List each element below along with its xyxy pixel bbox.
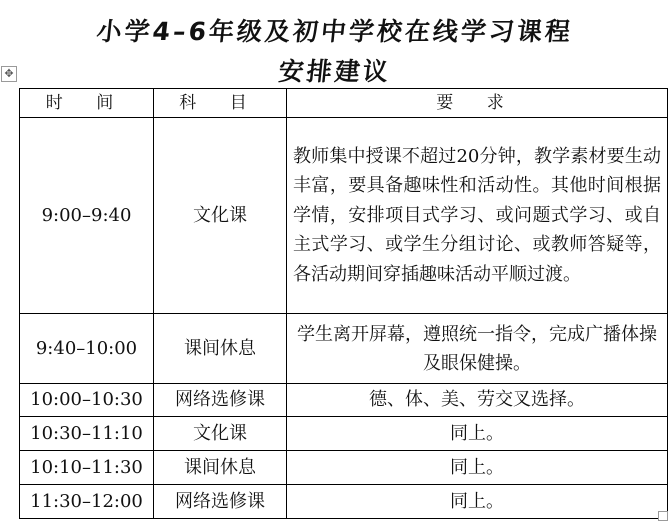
- time-cell: 9:00–9:40: [20, 118, 154, 314]
- subject-cell: 课间休息: [154, 451, 287, 485]
- header-subject: 科 目: [154, 89, 287, 118]
- requirement-cell: 教师集中授课不超过20分钟，教学素材要生动丰富，要具备趣味性和活动性。其他时间根据学情，安排项目式学习、或问题式学习、或自主式学习、或学生分组讨论、或教师答疑等，各活动期间穿插趣味活动平顺过渡。: [287, 118, 668, 314]
- table-row: [20, 384, 668, 417]
- time-cell: 11:30–12:00: [20, 485, 154, 519]
- document-subtitle: 安排建议: [277, 57, 393, 86]
- requirement-cell: 同上。: [287, 451, 668, 485]
- table-row: [20, 451, 668, 485]
- subject-cell: 网络选修课: [154, 485, 287, 519]
- requirement-cell: 同上。: [287, 485, 668, 519]
- table-row: [20, 118, 668, 314]
- subject-cell: 文化课: [154, 118, 287, 314]
- time-cell: 10:30–11:10: [20, 417, 154, 451]
- table-row: [20, 417, 668, 451]
- subject-cell: 课间休息: [154, 314, 287, 384]
- subject-cell: 网络选修课: [154, 384, 287, 417]
- table-row: [20, 485, 668, 519]
- table-move-handle-icon[interactable]: ✥: [1, 66, 17, 82]
- time-cell: 9:40–10:00: [20, 314, 154, 384]
- table-resize-handle[interactable]: [658, 511, 668, 521]
- requirement-cell: 学生离开屏幕，遵照统一指令，完成广播体操及眼保健操。: [287, 314, 668, 384]
- document-title: 小学4–6年级及初中学校在线学习课程: [95, 17, 575, 46]
- table-header-row: [20, 89, 668, 118]
- header-requirement: 要 求: [287, 89, 668, 118]
- table-row: [20, 314, 668, 384]
- time-cell: 10:00–10:30: [20, 384, 154, 417]
- requirement-cell: 德、体、美、劳交叉选择。: [287, 384, 668, 417]
- subject-cell: 文化课: [154, 417, 287, 451]
- requirement-cell: 同上。: [287, 417, 668, 451]
- time-cell: 10:10–11:30: [20, 451, 154, 485]
- schedule-table: [19, 88, 668, 519]
- header-time: 时 间: [20, 89, 154, 118]
